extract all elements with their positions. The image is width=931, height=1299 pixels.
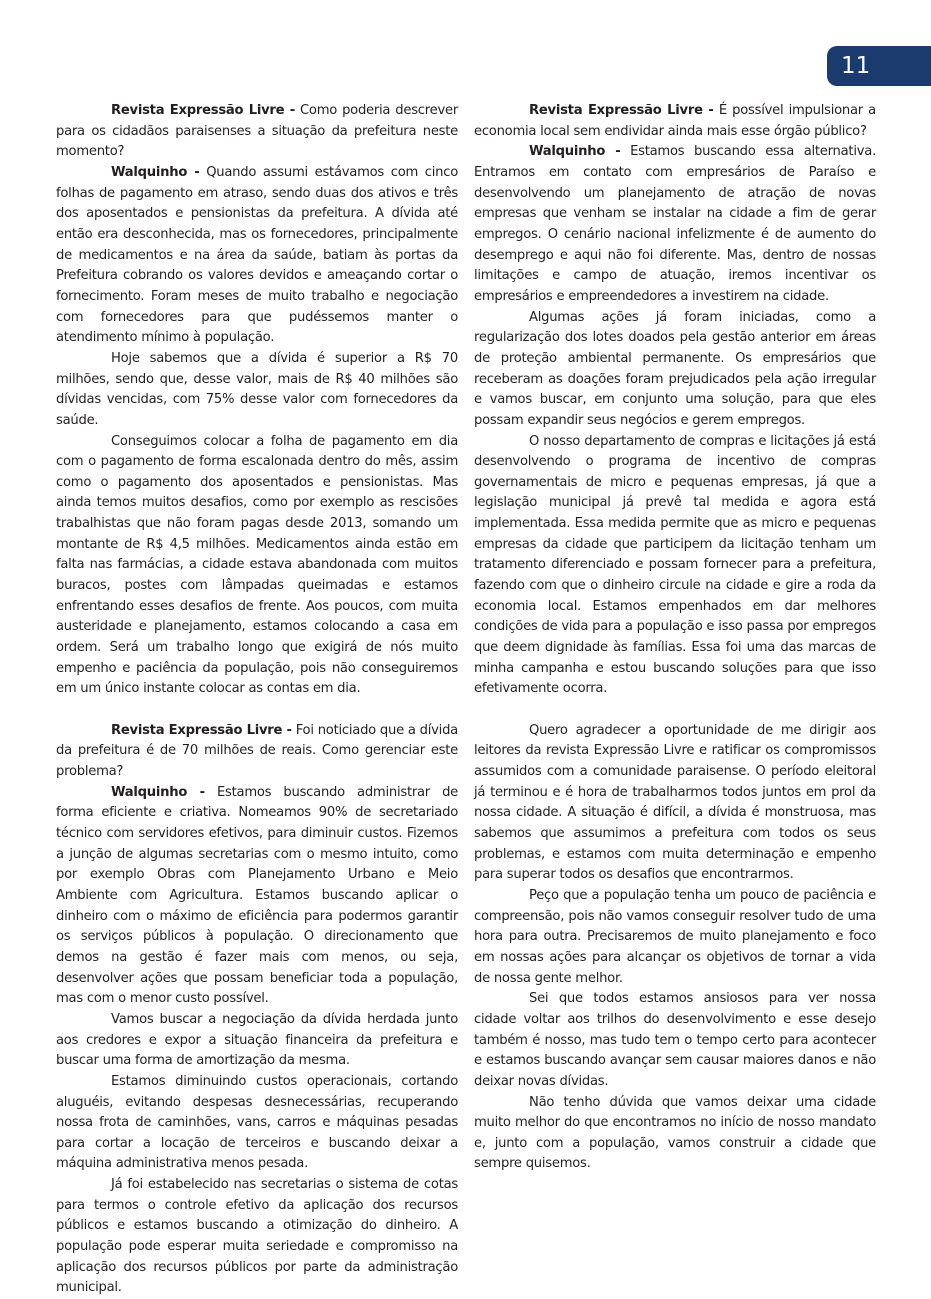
paragraph [474, 101, 876, 142]
paragraph [56, 432, 458, 701]
paragraph-text: Como poderia descrever para os cidadãos paraisenses a situação da prefeitura neste momento? [56, 103, 458, 160]
paragraph-text: Já foi estabelecido nas secretarias o sistema de cotas para termos o controle efetivo da aplicação dos recursos públicos e estamos buscando a otimização do dinheiro. A população pode esperar muita seriedade e compromisso na aplicação dos recursos públicos por parte da administração municipal. [56, 1177, 458, 1296]
paragraph-text: Conseguimos colocar a folha de pagamento em dia com o pagamento de forma escalonada dentro do mês, assim como o pagamento dos aposentados e pensionistas. Mas ainda temos muitos desafios, como por exemplo as rescisões trabalhistas que não foram pagas desde 2013, somando um montante de R$ 4,5 milhões. Medicamentos ainda estão em falta nas farmácias, a cidade estava abandonada com muitos buracos, postes com lâmpadas queimadas e estamos enfrentando esses desafios de frente. Aos poucos, com muita austeridade e planejamento, estamos colocando a casa em ordem. Será um trabalho longo que exigirá de nós muito empenho e paciência da população, pois não conseguiremos em um único instante colocar as contas em dia. [56, 433, 458, 697]
paragraph-text: Quando assumi estávamos com cinco folhas de pagamento em atraso, sendo duas dos ativos e três dos aposentados e pensionistas da prefeitura. A dívida até então era desconhecida, mas os fornecedores, principalmente de medicamentos e na área da saúde, batiam às portas da Prefeitura cobrando os valores devidos e ameaçando cortar o fornecimento. Foram meses de muito trabalho e negociação com fornecedores para que pudéssemos manter o atendimento mínimo à população. [56, 164, 458, 346]
paragraph [56, 1175, 458, 1299]
paragraph-text: É possível impulsionar a economia local sem endividar ainda mais esse órgão público? [474, 103, 876, 139]
paragraph-text: Vamos buscar a negociação da dívida herdada junto aos credores e expor a situação financeira da prefeitura e buscar uma forma de amortização da mesma. [56, 1011, 458, 1069]
page-number-badge [827, 46, 931, 86]
paragraph [56, 783, 458, 1010]
paragraph [474, 1093, 876, 1176]
paragraph-text: Foi noticiado que a dívida da prefeitura é de 70 milhões de reais. Como gerenciar este problema? [56, 722, 458, 779]
speaker-label: Revista Expressão Livre - [111, 103, 295, 118]
paragraph-text: Estamos buscando essa alternativa. Entramos em contato com empresários de Paraíso e desenvolvendo um planejamento de atração de novas empresas que venham se instalar na cidade a fim de gerar empregos. O cenário nacional infelizmente é de aumento do desemprego e aqui não foi diferente. Mas, dentro de nossas limitações e campo de atuação, iremos incentivar os empresários e empreendedores a investirem na cidade. [474, 144, 876, 304]
paragraph [474, 432, 876, 701]
page-number: 11 [841, 53, 871, 79]
paragraph [474, 308, 876, 432]
paragraph [56, 1010, 458, 1072]
paragraph-text: Hoje sabemos que a dívida é superior a R$ 70 milhões, sendo que, desse valor, mais de R$ 40 milhões são dívidas vencidas, com 75% desse valor com fornecedores da saúde. [56, 350, 458, 428]
paragraph [56, 101, 458, 163]
speaker-label: Walquinho - [529, 144, 621, 160]
paragraph-text: Algumas ações já foram iniciadas, como a regularização dos lotes doados pela gestão anterior em áreas de proteção ambiental permanente. Os empresários que receberam as doações foram prejudicados pela ação irregular e vamos buscar, em conjunto uma solução, para que eles possam expandir seus negócios e gerem empregos. [474, 309, 876, 428]
speaker-label: Walquinho - [111, 784, 205, 800]
paragraph [56, 163, 458, 349]
speaker-label: Revista Expressão Livre - [111, 722, 292, 738]
paragraph [56, 349, 458, 432]
paragraph-text: Estamos buscando administrar de forma eficiente e criativa. Nomeamos 90% de secretariado técnico com servidores efetivos, para diminuir custos. Fizemos a junção de algumas secretarias com o mesmo intuito, como por exemplo Obras com Planejamento Urbano e Meio Ambiente com Agricultura. Estamos buscando aplicar o dinheiro com o máximo de eficiência para podermos garantir os serviços públicos à população. O direcionamento que demos na gestão é fazer mais com menos, ou seja, desenvolver ações que possam beneficiar toda a população, mas com o menor custo possível. [56, 784, 458, 1007]
paragraph-text: Peço que a população tenha um pouco de paciência e compreensão, pois não vamos conseguir resolver tudo de uma hora para outra. Precisaremos de muito planejamento e foco em nossas ações para alcançar os objetivos de tornar a vida de nossa gente melhor. [474, 887, 876, 986]
speaker-label: Revista Expressão Livre - [529, 103, 714, 118]
paragraph [474, 142, 876, 307]
paragraph [56, 721, 458, 783]
paragraph-text: Estamos diminuindo custos operacionais, cortando aluguéis, evitando despesas desnecessárias, recuperando nossa frota de caminhões, vans, carros e máquinas pesadas para cortar a locação de terceiros e buscando deixar a máquina administrativa menos pesada. [56, 1073, 458, 1172]
paragraph [474, 989, 876, 1092]
paragraph-text: O nosso departamento de compras e licitações já está desenvolvendo o programa de incentivo de compras governamentais de micro e pequenas empresas, já que a legislação municipal já prevê tal medida e agora está implementada. Essa medida permite que as micro e pequenas empresas da cidade que participem da licitação tenham um tratamento diferenciado e possam fornecer para a prefeitura, fazendo com que o dinheiro circule na cidade e gire a roda da economia local. Estamos empenhados em dar melhores condições de vida para a população e isso passa por empregos que deem dignidade às famílias. Essa foi uma das marcas de minha campanha e estou buscando soluções para que isso efetivamente ocorra. [474, 433, 876, 697]
paragraph [474, 721, 876, 886]
right-column [474, 101, 876, 1175]
speaker-label: Walquinho - [111, 164, 200, 180]
paragraph-text: Sei que todos estamos ansiosos para ver nossa cidade voltar aos trilhos do desenvolvimento e esse desejo também é nosso, mas tudo tem o tempo certo para acontecer e estamos buscando avançar sem causar maiores danos e não deixar novas dívidas. [474, 991, 876, 1089]
paragraph [56, 1072, 458, 1175]
left-column [56, 101, 458, 1299]
paragraph [474, 886, 876, 989]
paragraph-text: Não tenho dúvida que vamos deixar uma cidade muito melhor do que encontramos no início de nosso mandato e, junto com a população, vamos construir a cidade que sempre quisemos. [474, 1094, 876, 1172]
paragraph-text: Quero agradecer a oportunidade de me dirigir aos leitores da revista Expressão Livre e ratificar os compromissos assumidos com a comunidade paraisense. O período eleitoral já terminou e é hora de trabalharmos todos juntos em prol da nossa cidade. A situação é difícil, a dívida é monstruosa, mas sabemos que assumimos a prefeitura com todos os seus problemas, e estamos com muita determinação e empenho para superar todos os desafios que encontrarmos. [474, 722, 876, 883]
